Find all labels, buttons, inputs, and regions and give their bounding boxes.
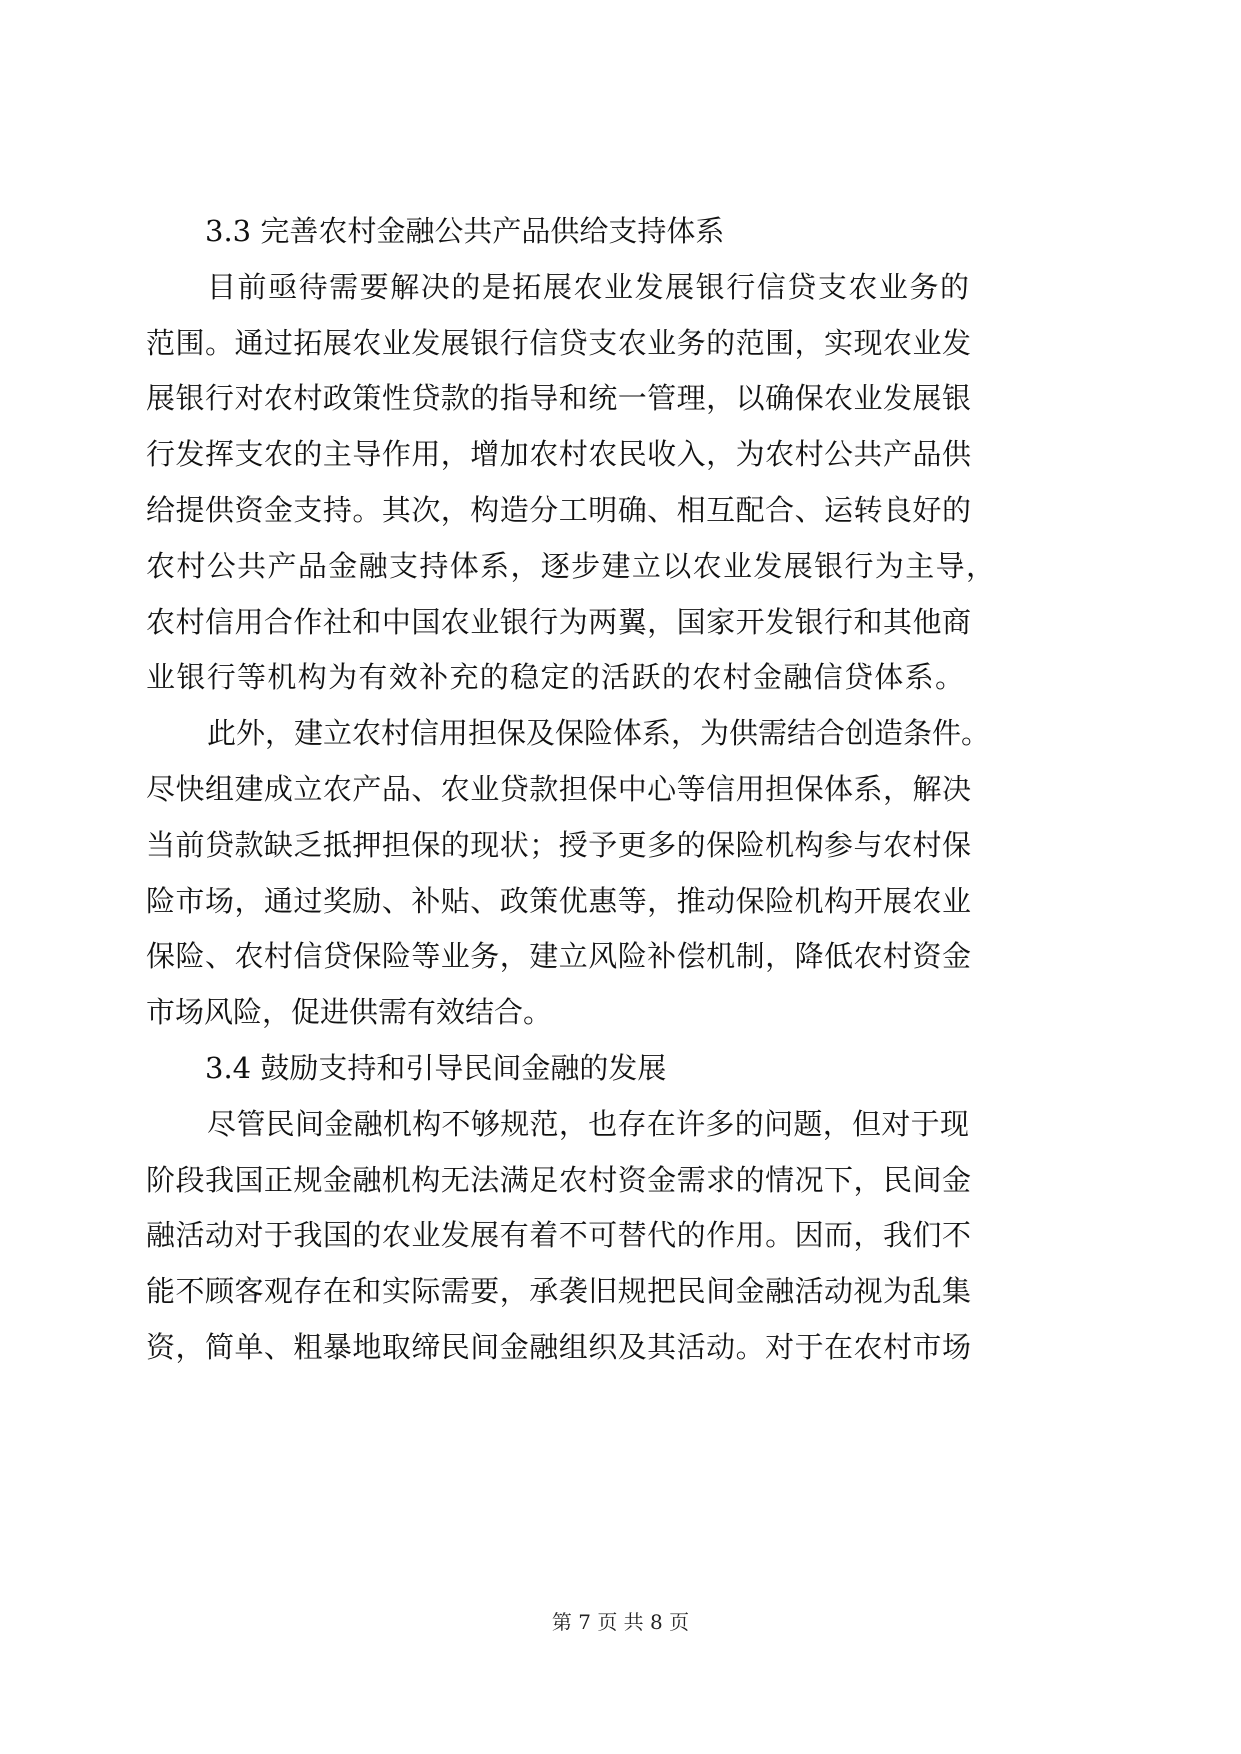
- body-line: 保险、农村信贷保险等业务，建立风险补偿机制，降低农村资金: [146, 939, 971, 973]
- body-line: 农村信用合作社和中国农业银行为两翼，国家开发银行和其他商: [146, 605, 971, 639]
- body-line: 业银行等机构为有效补充的稳定的活跃的农村金融信贷体系。: [146, 660, 964, 694]
- body-line: 融活动对于我国的农业发展有着不可替代的作用。因而，我们不: [146, 1218, 971, 1252]
- body-line: 展银行对农村政策性贷款的指导和统一管理，以确保农业发展银: [146, 381, 971, 415]
- body-line: 资，简单、粗暴地取缔民间金融组织及其活动。对于在农村市场: [146, 1330, 971, 1364]
- body-line: 范围。通过拓展农业发展银行信贷支农业务的范围，实现农业发: [146, 326, 971, 360]
- body-line: 尽快组建成立农产品、农业贷款担保中心等信用担保体系，解决: [146, 772, 971, 806]
- body-line: 给提供资金支持。其次，构造分工明确、相互配合、运转良好的: [146, 493, 971, 527]
- body-line: 险市场，通过奖励、补贴、政策优惠等，推动保险机构开展农业: [146, 884, 971, 918]
- heading-3-3: 3.3 完善农村金融公共产品供给支持体系: [205, 214, 725, 248]
- body-line: 当前贷款缺乏抵押担保的现状；授予更多的保险机构参与农村保: [146, 828, 971, 862]
- body-line: 行发挥支农的主导作用，增加农村农民收入，为农村公共产品供: [146, 437, 971, 471]
- heading-3-4: 3.4 鼓励支持和引导民间金融的发展: [205, 1051, 667, 1085]
- body-line: 农村公共产品金融支持体系，逐步建立以农业发展银行为主导，: [146, 549, 995, 583]
- body-line: 尽管民间金融机构不够规范，也存在许多的问题，但对于现: [207, 1107, 969, 1141]
- body-line: 市场风险，促进供需有效结合。: [146, 995, 553, 1029]
- body-line: 目前亟待需要解决的是拓展农业发展银行信贷支农业务的: [207, 270, 969, 304]
- body-line: 阶段我国正规金融机构无法满足农村资金需求的情况下，民间金: [146, 1163, 971, 1197]
- body-line: 此外，建立农村信用担保及保险体系，为供需结合创造条件。: [207, 716, 991, 750]
- body-line: 能不顾客观存在和实际需要，承袭旧规把民间金融活动视为乱集: [146, 1274, 971, 1308]
- page-number-footer: 第 7 页 共 8 页: [551, 1610, 690, 1634]
